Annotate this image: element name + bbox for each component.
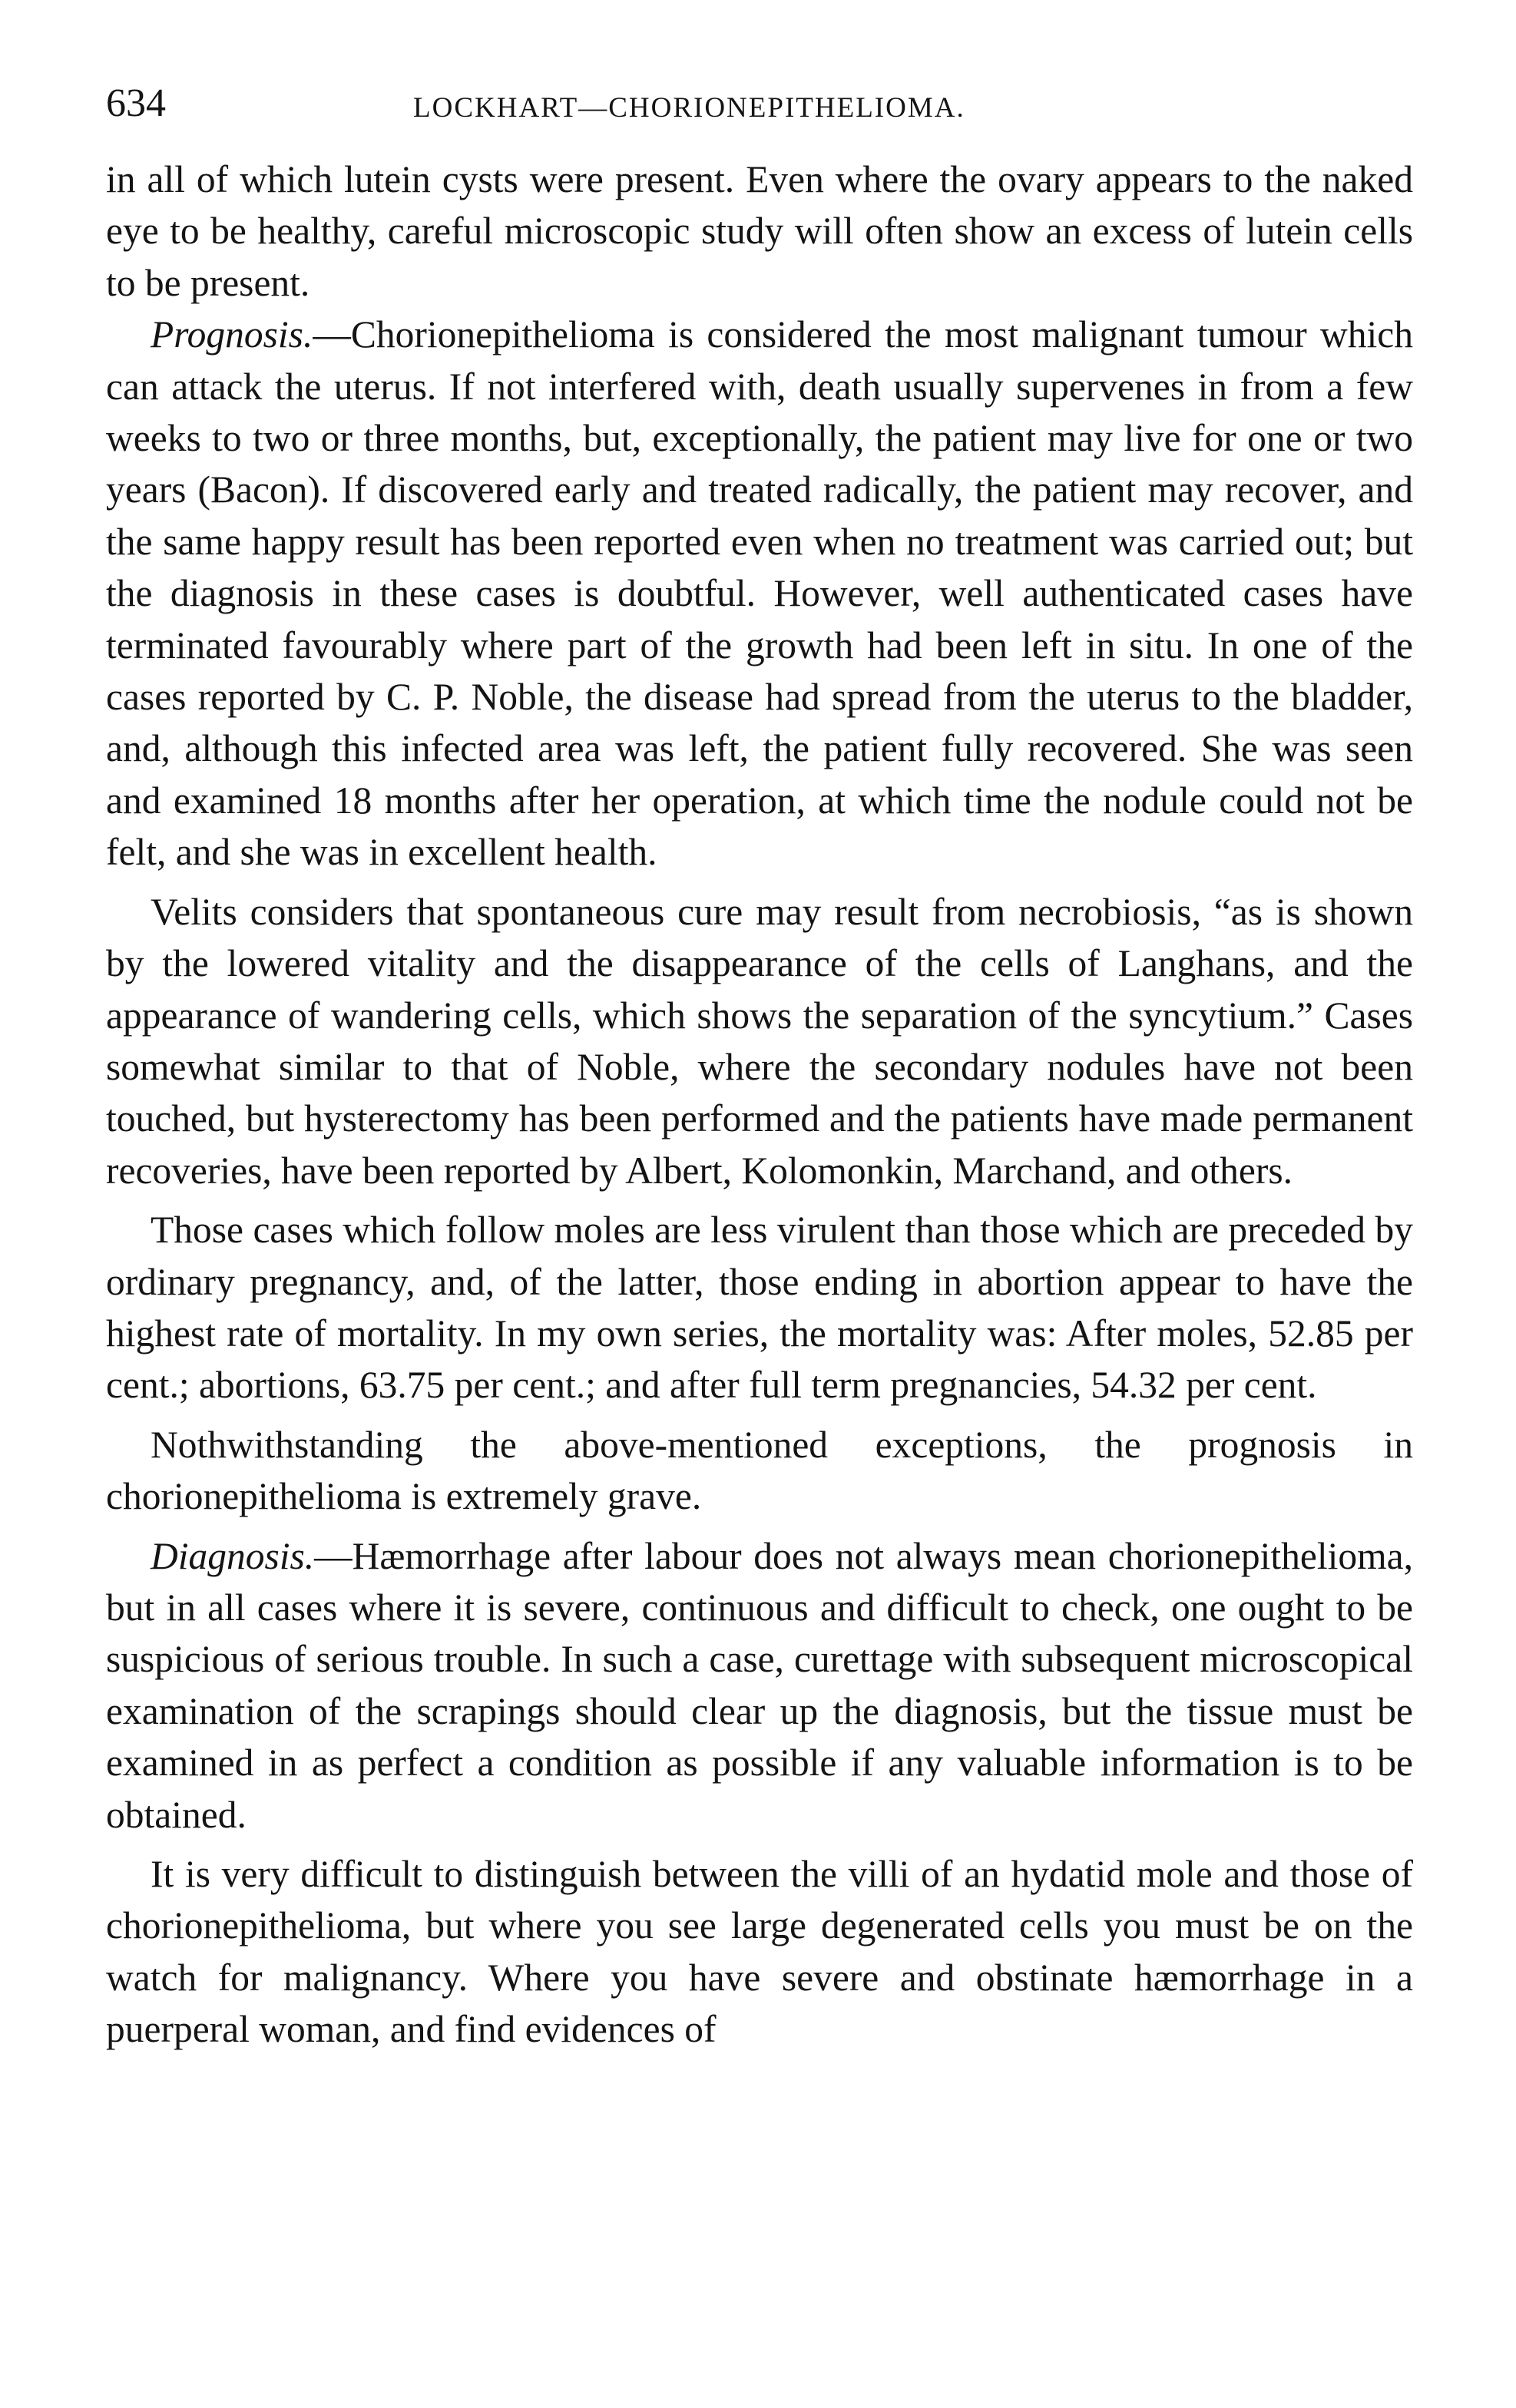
paragraph-prognosis	[106, 309, 1413, 878]
paragraph-hydatid-mole: It is very difficult to distinguish between the villi of an hydatid mole and those of chorionepithelioma, but where you see large degenerated cells you must be on the watch for malignancy. Where you have severe and obstinate hæmorrhage in a puerperal woman, and find evidences of	[106, 1853, 1413, 2051]
prognosis-heading: Prognosis.	[151, 313, 313, 356]
diagnosis-text: —Hæmorrhage after labour does not always mean chorionepithelioma, but in all cases where it is severe, continuous and difficult to check, one ought to be suspicious of serious trouble. In such a case, curettage with subsequent microscopical examination of the scrapings should clear up the diagnosis, but the tissue must be examined in as perfect a condition as possible if any valuable information is to be obtained.	[106, 1534, 1413, 1836]
paragraph-prognosis-grave: Nothwithstanding the above-mentioned exceptions, the prognosis in chorionepithelioma is extremely grave.	[106, 1423, 1413, 1518]
prognosis-text: —Chorionepithelioma is considered the most malignant tumour which can attack the uterus. If not interfered with, death usually supervenes in from a few weeks to two or three months, but, exceptionally, the patient may live for one or two years (Bacon). If discovered early and treated radically, the patient may recover, and the same happy result has been reported even when no treatment was carried out; but the diagnosis in these cases is doubtful. However, well authenticated cases have terminated favourably where part of the growth had been left in situ. In one of the cases reported by C. P. Noble, the disease had spread from the uterus to the bladder, and, although this infected area was left, the patient fully recovered. She was seen and examined 18 months after her operation, at which time the nodule could not be felt, and she was in excellent health.	[106, 313, 1413, 874]
diagnosis-heading: Diagnosis.	[151, 1534, 315, 1577]
page-number: 634	[106, 81, 166, 125]
running-title: LOCKHART—CHORIONEPITHELIOMA.	[413, 92, 965, 124]
running-head	[106, 77, 1413, 131]
paragraph-diagnosis	[106, 1530, 1413, 1841]
body-text	[106, 154, 1413, 2056]
paragraph-continuation: in all of which lutein cysts were present. Even where the ovary appears to the naked eye to be healthy, careful microscopic study will often show an excess of lutein cells to be present.	[106, 158, 1413, 304]
paragraph-mortality: Those cases which follow moles are less virulent than those which are preceded by ordinary pregnancy, and, of the latter, those ending in abortion appear to have the highest rate of mortality. In my own series, the mortality was: After moles, 52.85 per cent.; abortions, 63.75 per cent.; and after full term pregnancies, 54.32 per cent.	[106, 1209, 1413, 1407]
paragraph-velits: Velits considers that spontaneous cure may result from necrobiosis, “as is shown by the lowered vitality and the disappearance of the cells of Langhans, and the appearance of wandering cells, which shows the separation of the syncytium.” Cases somewhat similar to that of Noble, where the secondary nodules have not been touched, but hysterectomy has been performed and the patients have made permanent recoveries, have been reported by Albert, Kolomonkin, Marchand, and others.	[106, 890, 1413, 1192]
